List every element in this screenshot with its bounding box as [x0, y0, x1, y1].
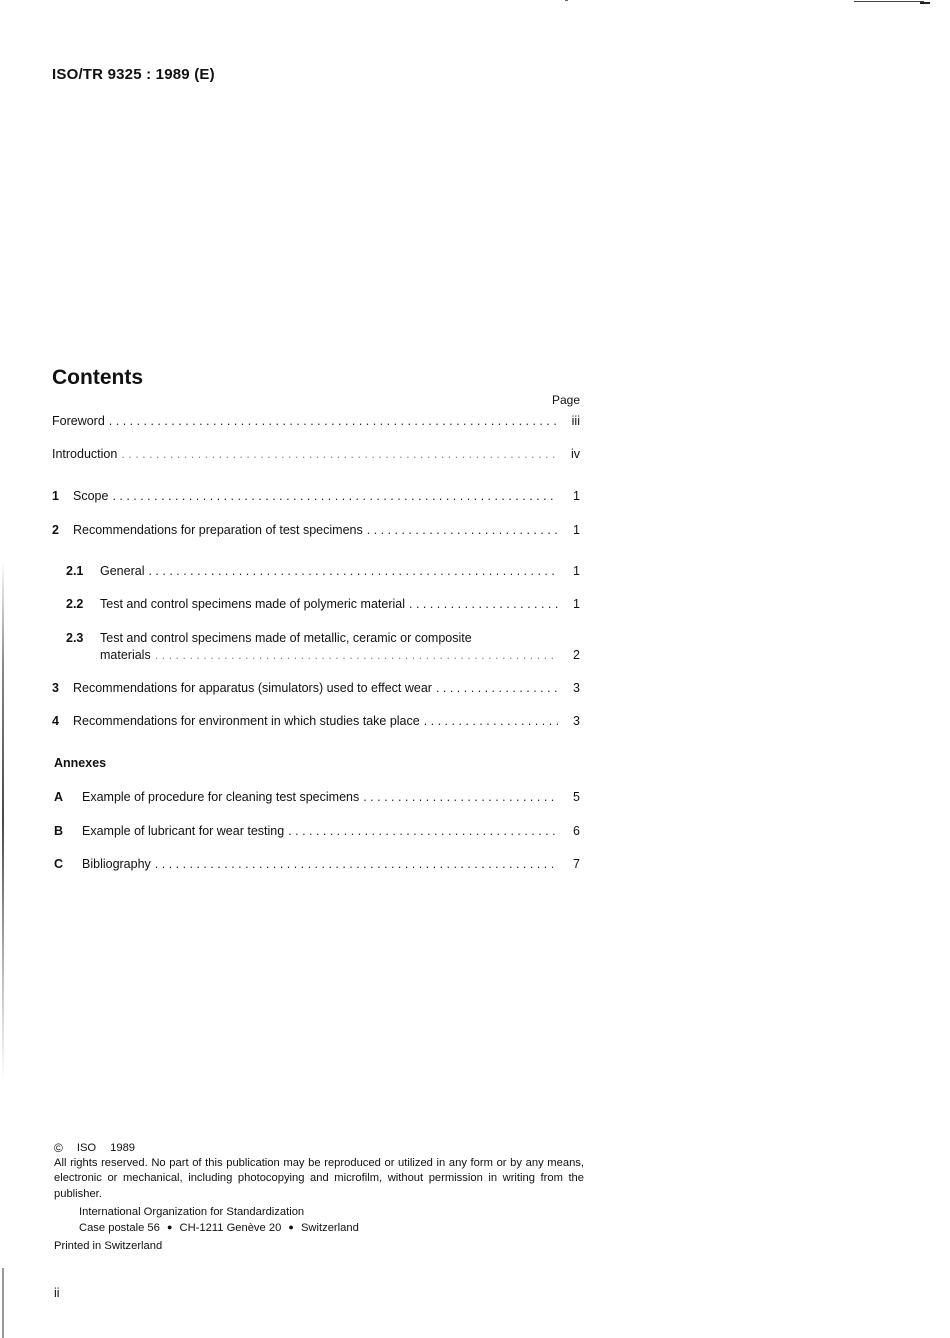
- annex-page: 6: [573, 824, 580, 838]
- toc-entry-number: 4: [52, 714, 59, 728]
- toc-entry-title: Recommendations for preparation of test specimens: [73, 523, 363, 537]
- toc-entry-page: iv: [570, 447, 580, 461]
- organization-name: International Organization for Standardization: [79, 1205, 305, 1218]
- annex-page: 7: [573, 857, 580, 871]
- bullet-icon: ●: [166, 1222, 173, 1233]
- toc-entry-page: 2: [573, 648, 580, 662]
- toc-entry-number: 3: [52, 681, 59, 695]
- dot-leader: [155, 647, 558, 663]
- toc-entry-environment[interactable]: [52, 713, 580, 729]
- dot-leader: [121, 446, 558, 462]
- annex-letter: C: [54, 857, 64, 871]
- annex-title: Bibliography: [82, 857, 151, 871]
- address-city: CH-1211 Genève 20: [179, 1222, 282, 1235]
- annex-letter: A: [54, 790, 64, 804]
- annex-title: Example of procedure for cleaning test specimens: [82, 790, 360, 804]
- toc-entry-number: 2: [52, 523, 59, 537]
- toc-entry-number: 2.2: [66, 597, 84, 611]
- page-column-label: Page: [552, 393, 581, 407]
- dot-leader: [367, 522, 558, 538]
- toc-entry-number: 2.3: [66, 631, 84, 645]
- toc-entry-title: Recommendations for environment in which studies take place: [73, 714, 420, 728]
- copyright-line: [54, 1141, 584, 1156]
- scan-artifact-top-line: [854, 1, 924, 2]
- address-postal-box: Case postale 56: [79, 1222, 160, 1235]
- copyright-owner: ISO: [76, 1142, 97, 1154]
- dot-leader: [409, 596, 558, 612]
- toc-annex-c[interactable]: [54, 856, 580, 872]
- copyright-icon: ©: [54, 1141, 63, 1155]
- toc-entry-page: 3: [573, 681, 580, 695]
- scan-artifact-top-line-tail: [920, 2, 930, 4]
- printed-in: Printed in Switzerland: [54, 1240, 163, 1253]
- toc-entry-foreword[interactable]: [52, 413, 580, 429]
- toc-entry-title: Test and control specimens made of polymeric material: [100, 597, 405, 611]
- toc-entry-apparatus[interactable]: [52, 680, 580, 696]
- scan-artifact-left-edge-bottom: [2, 1268, 4, 1338]
- address-country: Switzerland: [300, 1222, 359, 1235]
- copyright-year: 1989: [110, 1142, 136, 1154]
- toc-entry-preparation[interactable]: [52, 522, 580, 538]
- toc-entry-page: 1: [573, 564, 580, 578]
- toc-entry-title: General: [100, 564, 145, 578]
- annexes-heading: Annexes: [54, 756, 107, 770]
- dot-leader: [363, 789, 558, 805]
- copyright-block: [54, 1141, 584, 1254]
- annex-title: Example of lubricant for wear testing: [82, 824, 285, 838]
- toc-entry-page: 3: [573, 714, 580, 728]
- toc-entry-page: 1: [573, 489, 580, 503]
- dot-leader: [155, 856, 558, 872]
- toc-entry-metallic-ceramic-composite[interactable]: [66, 630, 580, 663]
- scan-artifact-tick: [565, 0, 568, 1]
- toc-entry-number: 1: [52, 489, 59, 503]
- dot-leader: [288, 823, 558, 839]
- dot-leader: [436, 680, 558, 696]
- toc-entry-title: Scope: [73, 489, 109, 503]
- toc-entry-page: 1: [573, 523, 580, 537]
- toc-entry-scope[interactable]: [52, 488, 580, 504]
- annex-page: 5: [573, 790, 580, 804]
- contents-title: Contents: [52, 366, 143, 389]
- toc-entry-general[interactable]: [66, 563, 580, 579]
- toc-entry-number: 2.1: [66, 564, 84, 578]
- toc-entry-title: Recommendations for apparatus (simulators) used to effect wear: [73, 681, 432, 695]
- dot-leader: [109, 413, 558, 429]
- scan-artifact-left-edge: [2, 560, 4, 1080]
- annex-letter: B: [54, 824, 64, 838]
- address-line: [79, 1220, 584, 1236]
- document-header: ISO/TR 9325 : 1989 (E): [52, 66, 215, 83]
- toc-entry-introduction[interactable]: [52, 446, 580, 462]
- toc-annex-b[interactable]: [54, 823, 580, 839]
- toc-entry-page: 1: [573, 597, 580, 611]
- dot-leader: [148, 563, 558, 579]
- publisher-address: [54, 1205, 584, 1236]
- dot-leader: [112, 488, 558, 504]
- page-number: ii: [54, 1286, 60, 1300]
- toc-entry-title: Foreword: [52, 414, 105, 428]
- toc-entry-title: Introduction: [52, 447, 118, 461]
- toc-entry-title-line1: Test and control specimens made of metallic, ceramic or composite: [100, 631, 472, 645]
- rights-statement: All rights reserved. No part of this publication may be reproduced or utilized in any form or by any means, electronic or mechanical, including photocopying and microfilm, without permission in writing from the publisher.: [54, 1157, 584, 1200]
- dot-leader: [424, 713, 558, 729]
- toc-entry-page: iii: [571, 414, 580, 428]
- bullet-icon: ●: [288, 1222, 294, 1233]
- toc-entry-polymeric[interactable]: [66, 596, 580, 612]
- toc-annex-a[interactable]: [54, 789, 580, 805]
- toc-entry-title-line2: materials: [100, 648, 151, 662]
